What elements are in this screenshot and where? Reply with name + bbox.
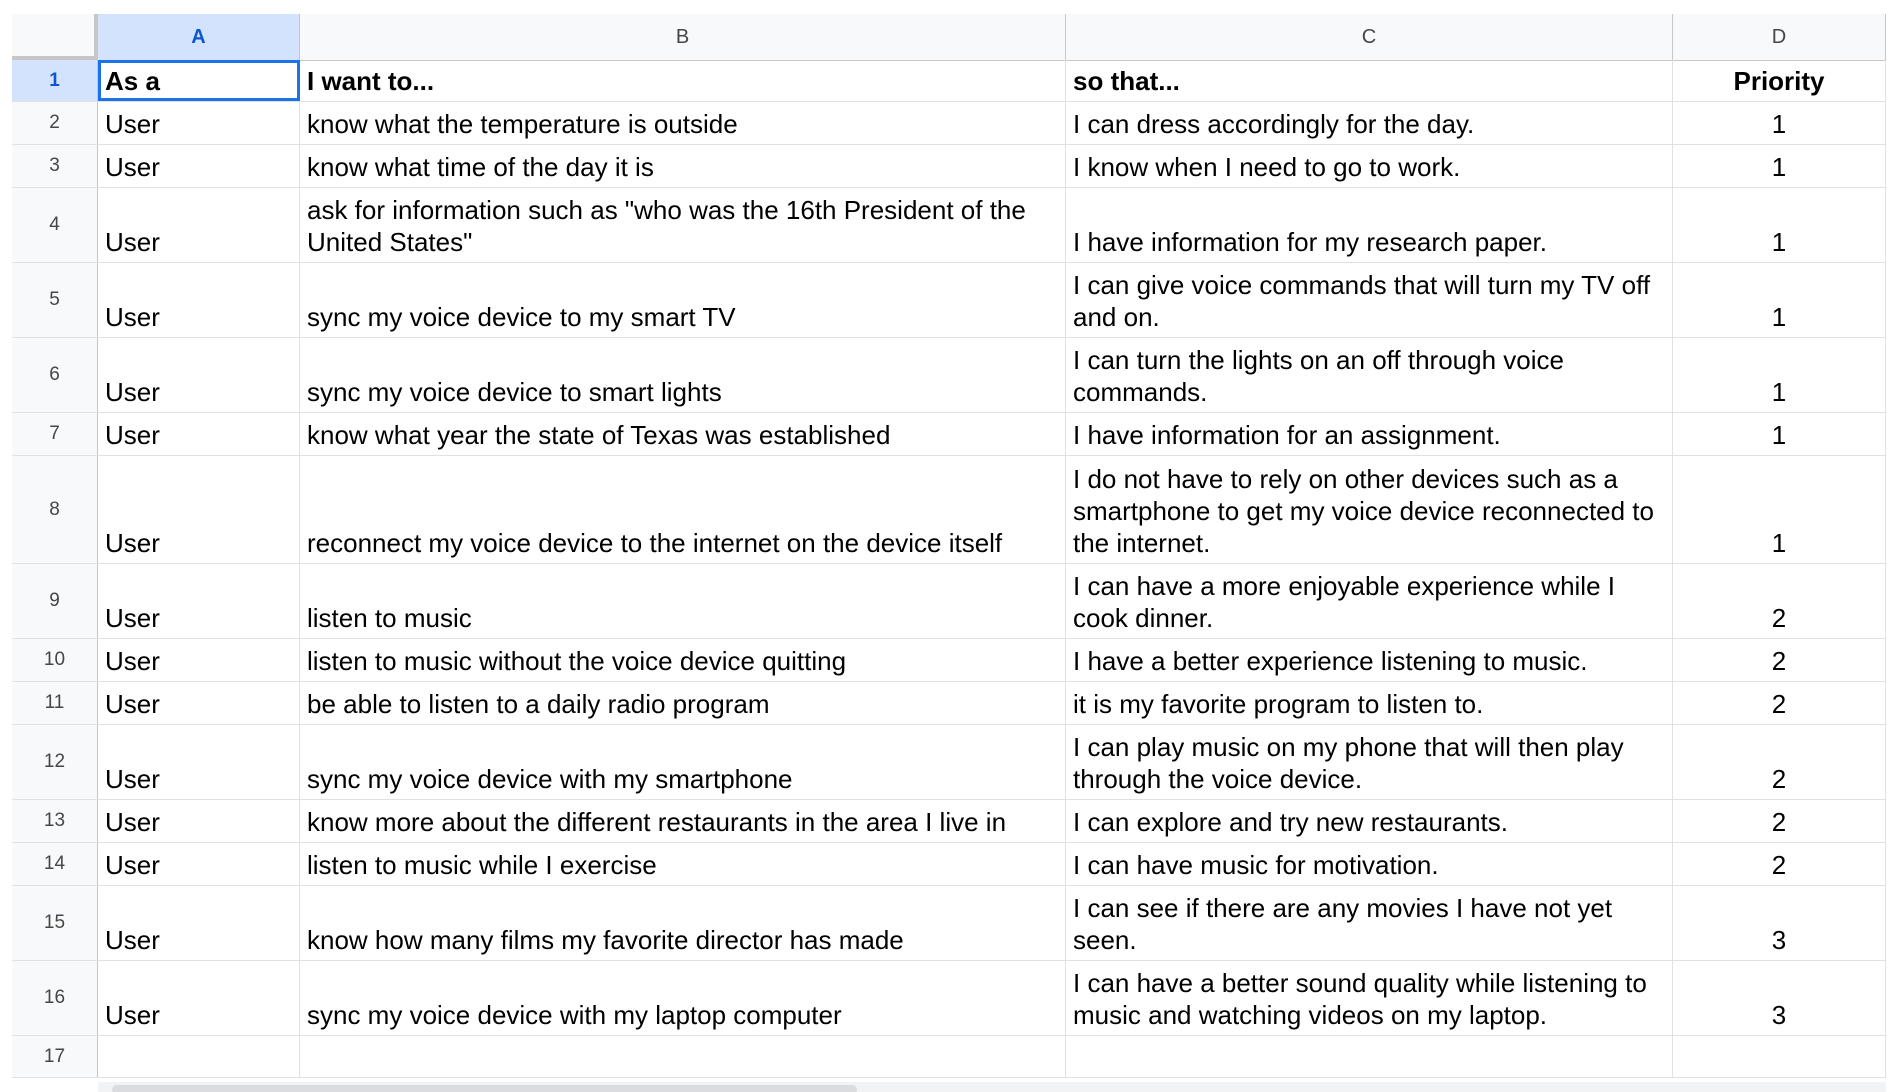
cell-text: sync my voice device to smart lights [307, 377, 722, 407]
cell-so-that[interactable] [1066, 800, 1673, 842]
cell-i-want-to[interactable] [300, 102, 1066, 144]
row-header[interactable]: 9 [12, 564, 98, 638]
cell-text: know what year the state of Texas was established [307, 420, 891, 450]
row-header[interactable]: 1 [12, 60, 98, 101]
cell-text: I can have a more enjoyable experience while I cook dinner. [1073, 571, 1615, 633]
cell-i-want-to[interactable] [300, 886, 1066, 960]
cell-text: listen to music without the voice device quitting [307, 646, 847, 676]
column-header-c[interactable]: C [1066, 14, 1673, 60]
cell-text: User [105, 764, 160, 794]
table-row [12, 102, 1886, 145]
cell-text: 3 [1771, 1000, 1787, 1030]
cell-text: 2 [1771, 689, 1787, 719]
cell-so-that[interactable] [1066, 338, 1673, 412]
cell-i-want-to[interactable] [300, 843, 1066, 885]
cell-text: sync my voice device with my smartphone [307, 764, 793, 794]
cell-text: I can give voice commands that will turn my TV off and on. [1073, 270, 1651, 332]
cell-text: I know when I need to go to work. [1073, 152, 1461, 182]
cell-text: know what the temperature is outside [307, 109, 738, 139]
cell-text: User [105, 528, 160, 558]
table-row [12, 145, 1886, 188]
cell-so-that[interactable] [1066, 564, 1673, 638]
cell-text: User [105, 807, 160, 837]
cell-text: I can have a better sound quality while listening to music and watching videos on my laptop. [1073, 968, 1647, 1030]
table-row [12, 413, 1886, 456]
cell-text: 1 [1771, 302, 1787, 332]
row-header[interactable]: 10 [12, 639, 98, 681]
cell-text: User [105, 152, 160, 182]
cell-i-want-to[interactable] [300, 413, 1066, 455]
cell-text: so that... [1073, 66, 1180, 96]
row-header[interactable]: 16 [12, 961, 98, 1035]
select-all-corner[interactable] [12, 14, 98, 60]
cell-text: listen to music while I exercise [307, 850, 657, 880]
table-row [12, 725, 1886, 800]
cell-priority[interactable] [1673, 886, 1886, 960]
cell-text: I have a better experience listening to music. [1073, 646, 1588, 676]
cell-text: sync my voice device with my laptop computer [307, 1000, 842, 1030]
cell-text: User [105, 850, 160, 880]
cell-priority[interactable] [1673, 60, 1886, 101]
cell-text: be able to listen to a daily radio program [307, 689, 770, 719]
cell-priority[interactable] [1673, 1036, 1886, 1077]
cell-so-that[interactable] [1066, 456, 1673, 563]
row-header[interactable]: 15 [12, 886, 98, 960]
horizontal-scrollbar-thumb[interactable] [112, 1085, 857, 1092]
cell-i-want-to[interactable] [300, 338, 1066, 412]
table-row [12, 564, 1886, 639]
cell-so-that[interactable] [1066, 639, 1673, 681]
cell-priority[interactable] [1673, 188, 1886, 262]
row-header[interactable]: 14 [12, 843, 98, 885]
cell-text: I want to... [307, 66, 435, 96]
cell-priority[interactable] [1673, 413, 1886, 455]
cell-as-a[interactable] [98, 564, 300, 638]
cell-i-want-to[interactable] [300, 456, 1066, 563]
cell-text: User [105, 1000, 160, 1030]
cell-text: User [105, 689, 160, 719]
cell-text: I can dress accordingly for the day. [1073, 109, 1475, 139]
cell-text: sync my voice device to my smart TV [307, 302, 736, 332]
cell-text: I can turn the lights on an off through voice commands. [1073, 345, 1564, 407]
row-header[interactable]: 4 [12, 188, 98, 262]
cell-as-a[interactable] [98, 145, 300, 187]
table-row [12, 456, 1886, 564]
cell-text: I can explore and try new restaurants. [1073, 807, 1509, 837]
cell-text: I have information for an assignment. [1073, 420, 1501, 450]
cell-i-want-to[interactable] [300, 145, 1066, 187]
header-row [12, 60, 1886, 102]
cell-as-a[interactable] [98, 338, 300, 412]
cell-so-that[interactable] [1066, 682, 1673, 724]
cell-so-that[interactable] [1066, 961, 1673, 1035]
cell-as-a[interactable] [98, 263, 300, 337]
table-row [12, 263, 1886, 338]
column-header-d[interactable]: D [1673, 14, 1886, 60]
cell-i-want-to[interactable] [300, 725, 1066, 799]
cell-text: it is my favorite program to listen to. [1073, 689, 1484, 719]
column-header-a[interactable]: A [98, 14, 300, 60]
cell-text: User [105, 227, 160, 257]
cell-text: know how many films my favorite director has made [307, 925, 904, 955]
cell-text: 1 [1771, 227, 1787, 257]
cell-text: 2 [1771, 807, 1787, 837]
cell-text: 1 [1771, 528, 1787, 558]
row-header[interactable]: 3 [12, 145, 98, 187]
cell-as-a[interactable] [98, 456, 300, 563]
cell-text: 3 [1771, 925, 1787, 955]
cell-so-that[interactable] [1066, 188, 1673, 262]
cell-text: 2 [1771, 764, 1787, 794]
row-header[interactable]: 2 [12, 102, 98, 144]
cell-so-that[interactable] [1066, 843, 1673, 885]
cell-as-a[interactable] [98, 800, 300, 842]
cell-as-a[interactable] [98, 413, 300, 455]
cell-text: listen to music [307, 603, 472, 633]
cell-text: User [105, 646, 160, 676]
cell-text: know more about the different restaurants in the area I live in [307, 807, 1007, 837]
table-row [12, 188, 1886, 263]
cell-so-that[interactable] [1066, 60, 1673, 101]
cell-i-want-to[interactable] [300, 1036, 1066, 1077]
cell-text: 2 [1771, 646, 1787, 676]
cell-i-want-to[interactable] [300, 564, 1066, 638]
cell-i-want-to[interactable] [300, 263, 1066, 337]
cell-so-that[interactable] [1066, 1036, 1673, 1077]
cell-text: User [105, 302, 160, 332]
cell-text: User [105, 925, 160, 955]
cell-so-that[interactable] [1066, 263, 1673, 337]
cell-priority[interactable] [1673, 564, 1886, 638]
cell-i-want-to[interactable] [300, 961, 1066, 1035]
cell-priority[interactable] [1673, 263, 1886, 337]
cell-so-that[interactable] [1066, 413, 1673, 455]
cell-as-a[interactable] [98, 60, 300, 101]
row-header[interactable]: 5 [12, 263, 98, 337]
row-header[interactable]: 17 [12, 1036, 98, 1077]
cell-text: I do not have to rely on other devices such as a smartphone to get my voice device reconnected to the internet. [1073, 464, 1654, 558]
cell-priority[interactable] [1673, 102, 1886, 144]
cell-text: User [105, 420, 160, 450]
row-header[interactable]: 8 [12, 456, 98, 563]
cell-as-a[interactable] [98, 961, 300, 1035]
cell-i-want-to[interactable] [300, 800, 1066, 842]
cell-text: 1 [1771, 152, 1787, 182]
table-row [12, 800, 1886, 843]
table-row [12, 639, 1886, 682]
cell-as-a[interactable] [98, 682, 300, 724]
table-row [12, 682, 1886, 725]
cell-so-that[interactable] [1066, 886, 1673, 960]
column-header-b[interactable]: B [300, 14, 1066, 60]
cell-text: I can have music for motivation. [1073, 850, 1439, 880]
table-row [12, 961, 1886, 1036]
cell-so-that[interactable] [1066, 102, 1673, 144]
spreadsheet-grid [12, 14, 1886, 1092]
cell-priority[interactable] [1673, 800, 1886, 842]
cell-as-a[interactable] [98, 886, 300, 960]
cell-as-a[interactable] [98, 843, 300, 885]
cell-text: User [105, 603, 160, 633]
cell-priority[interactable] [1673, 682, 1886, 724]
cell-text: User [105, 377, 160, 407]
cell-priority[interactable] [1673, 639, 1886, 681]
cell-priority[interactable] [1673, 338, 1886, 412]
cell-text: I can see if there are any movies I have not yet seen. [1073, 893, 1613, 955]
cell-i-want-to[interactable] [300, 188, 1066, 262]
cell-so-that[interactable] [1066, 725, 1673, 799]
cell-as-a[interactable] [98, 639, 300, 681]
cell-text: know what time of the day it is [307, 152, 654, 182]
table-row [12, 338, 1886, 413]
cell-as-a[interactable] [98, 1036, 300, 1077]
cell-priority[interactable] [1673, 725, 1886, 799]
cell-as-a[interactable] [98, 188, 300, 262]
cell-text: 1 [1771, 420, 1787, 450]
cell-priority[interactable] [1673, 843, 1886, 885]
table-row [12, 886, 1886, 961]
cell-text: 2 [1771, 603, 1787, 633]
cell-text: Priority [1733, 66, 1825, 96]
cell-as-a[interactable] [98, 725, 300, 799]
cell-priority[interactable] [1673, 456, 1886, 563]
cell-i-want-to[interactable] [300, 639, 1066, 681]
cell-text: 1 [1771, 109, 1787, 139]
cell-i-want-to[interactable] [300, 682, 1066, 724]
cell-text: reconnect my voice device to the internet on the device itself [307, 528, 1003, 558]
row-header[interactable]: 11 [12, 682, 98, 724]
cell-text: I can play music on my phone that will then play through the voice device. [1073, 732, 1624, 794]
cell-so-that[interactable] [1066, 145, 1673, 187]
cell-text: ask for information such as "who was the 16th President of the United States" [307, 195, 1026, 257]
row-header[interactable]: 7 [12, 413, 98, 455]
row-header[interactable]: 12 [12, 725, 98, 799]
cell-text: 1 [1771, 377, 1787, 407]
table-row [12, 1036, 1886, 1078]
cell-priority[interactable] [1673, 145, 1886, 187]
cell-text: I have information for my research paper. [1073, 227, 1548, 257]
cell-i-want-to[interactable] [300, 60, 1066, 101]
cell-priority[interactable] [1673, 961, 1886, 1035]
cell-text: As a [105, 66, 160, 96]
cell-text: User [105, 109, 160, 139]
row-header[interactable]: 6 [12, 338, 98, 412]
table-row [12, 843, 1886, 886]
cell-text: 2 [1771, 850, 1787, 880]
cell-as-a[interactable] [98, 102, 300, 144]
row-header[interactable]: 13 [12, 800, 98, 842]
